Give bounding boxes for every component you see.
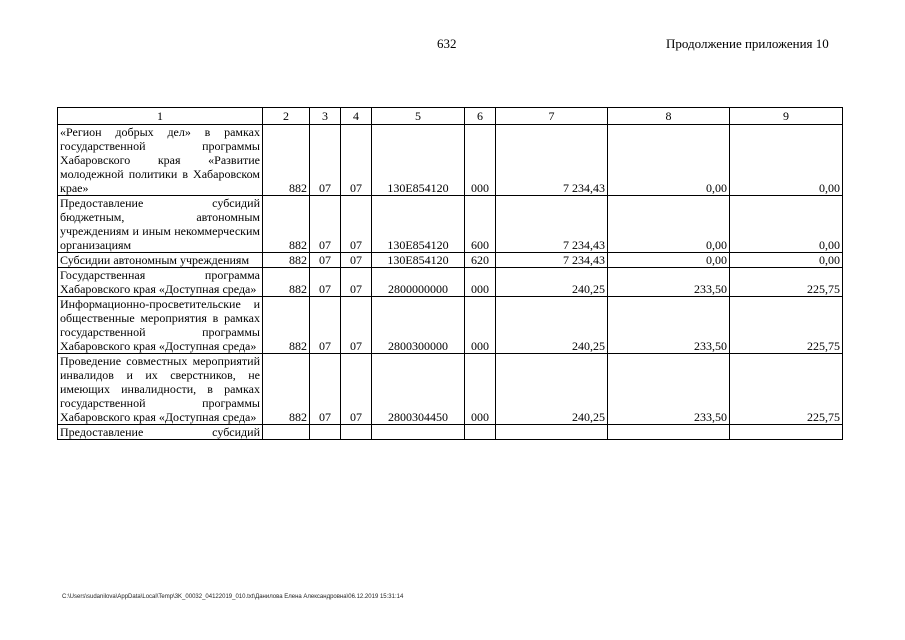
cell-section: 07 xyxy=(310,354,341,425)
table-row xyxy=(58,196,843,253)
table-row-partial xyxy=(58,425,843,440)
cell-section: 07 xyxy=(310,268,341,297)
cell-target: 130E854120 xyxy=(372,253,465,268)
row-name: Субсидии автономным учреждениям xyxy=(58,253,263,268)
cell-amount: 233,50 xyxy=(608,297,730,354)
cell-empty xyxy=(608,425,730,440)
cell-amount: 240,25 xyxy=(496,268,608,297)
cell-amount: 233,50 xyxy=(608,354,730,425)
appendix-label: Продолжение приложения 10 xyxy=(666,36,829,51)
column-header: 5 xyxy=(372,108,465,125)
cell-code: 882 xyxy=(263,297,310,354)
table-row xyxy=(58,253,843,268)
cell-subsection: 07 xyxy=(341,253,372,268)
cell-expense-type: 000 xyxy=(465,354,496,425)
cell-target: 2800300000 xyxy=(372,297,465,354)
column-header: 4 xyxy=(341,108,372,125)
column-header: 8 xyxy=(608,108,730,125)
cell-subsection: 07 xyxy=(341,196,372,253)
column-header: 6 xyxy=(465,108,496,125)
cell-expense-type: 600 xyxy=(465,196,496,253)
cell-amount: 7 234,43 xyxy=(496,196,608,253)
cell-amount: 233,50 xyxy=(608,268,730,297)
table-row xyxy=(58,268,843,297)
cell-target: 2800304450 xyxy=(372,354,465,425)
cell-empty xyxy=(372,425,465,440)
cell-amount: 7 234,43 xyxy=(496,253,608,268)
cell-amount: 0,00 xyxy=(608,253,730,268)
table-row xyxy=(58,125,843,196)
cell-amount: 225,75 xyxy=(730,354,843,425)
row-name: Государственная программа Хабаровского края «Доступная среда» xyxy=(58,268,263,297)
cell-code: 882 xyxy=(263,125,310,196)
cell-code: 882 xyxy=(263,196,310,253)
cell-subsection: 07 xyxy=(341,297,372,354)
cell-empty xyxy=(496,425,608,440)
table-row xyxy=(58,297,843,354)
row-name: Предоставление субсидий бюджетным, автономным учреждениям и иным некоммерческим организациям xyxy=(58,196,263,253)
cell-target: 130E854120 xyxy=(372,125,465,196)
row-name: Проведение совместных мероприятий инвалидов и их сверстников, не имеющих инвалидности, в рамках государственной программы Хабаровского края «Доступная среда» xyxy=(58,354,263,425)
budget-table xyxy=(57,107,843,440)
cell-code: 882 xyxy=(263,253,310,268)
cell-amount: 0,00 xyxy=(730,196,843,253)
cell-empty xyxy=(341,425,372,440)
cell-amount: 225,75 xyxy=(730,268,843,297)
cell-empty xyxy=(310,425,341,440)
column-header: 2 xyxy=(263,108,310,125)
cell-amount: 240,25 xyxy=(496,297,608,354)
cell-target: 130E854120 xyxy=(372,196,465,253)
cell-section: 07 xyxy=(310,125,341,196)
cell-expense-type: 000 xyxy=(465,268,496,297)
cell-expense-type: 620 xyxy=(465,253,496,268)
column-header: 1 xyxy=(58,108,263,125)
cell-amount: 225,75 xyxy=(730,297,843,354)
cell-amount: 240,25 xyxy=(496,354,608,425)
column-header: 9 xyxy=(730,108,843,125)
row-name: Информационно-просветительские и общественные мероприятия в рамках государственной программы Хабаровского края «Доступная среда» xyxy=(58,297,263,354)
cell-subsection: 07 xyxy=(341,268,372,297)
cell-amount: 7 234,43 xyxy=(496,125,608,196)
cell-code: 882 xyxy=(263,268,310,297)
cell-empty xyxy=(730,425,843,440)
cell-subsection: 07 xyxy=(341,354,372,425)
row-name: Предоставление субсидий xyxy=(58,425,263,440)
column-header: 7 xyxy=(496,108,608,125)
table-row xyxy=(58,354,843,425)
row-name: «Регион добрых дел» в рамках государственной программы Хабаровского края «Развитие молодежной политики в Хабаровском крае» xyxy=(58,125,263,196)
cell-empty xyxy=(263,425,310,440)
cell-code: 882 xyxy=(263,354,310,425)
cell-amount: 0,00 xyxy=(608,125,730,196)
file-path-footer: C:\Users\sudanilova\AppData\Local\Temp\3K_00032_04122019_010.txt\Данилова Елена Александровна\06.12.2019 15:31:14 xyxy=(62,594,404,600)
cell-target: 2800000000 xyxy=(372,268,465,297)
cell-expense-type: 000 xyxy=(465,297,496,354)
cell-section: 07 xyxy=(310,297,341,354)
cell-amount: 0,00 xyxy=(730,253,843,268)
cell-section: 07 xyxy=(310,196,341,253)
page-number: 632 xyxy=(437,36,457,51)
cell-amount: 0,00 xyxy=(608,196,730,253)
cell-expense-type: 000 xyxy=(465,125,496,196)
cell-section: 07 xyxy=(310,253,341,268)
column-header: 3 xyxy=(310,108,341,125)
cell-empty xyxy=(465,425,496,440)
cell-subsection: 07 xyxy=(341,125,372,196)
cell-amount: 0,00 xyxy=(730,125,843,196)
column-number-row xyxy=(58,108,843,125)
